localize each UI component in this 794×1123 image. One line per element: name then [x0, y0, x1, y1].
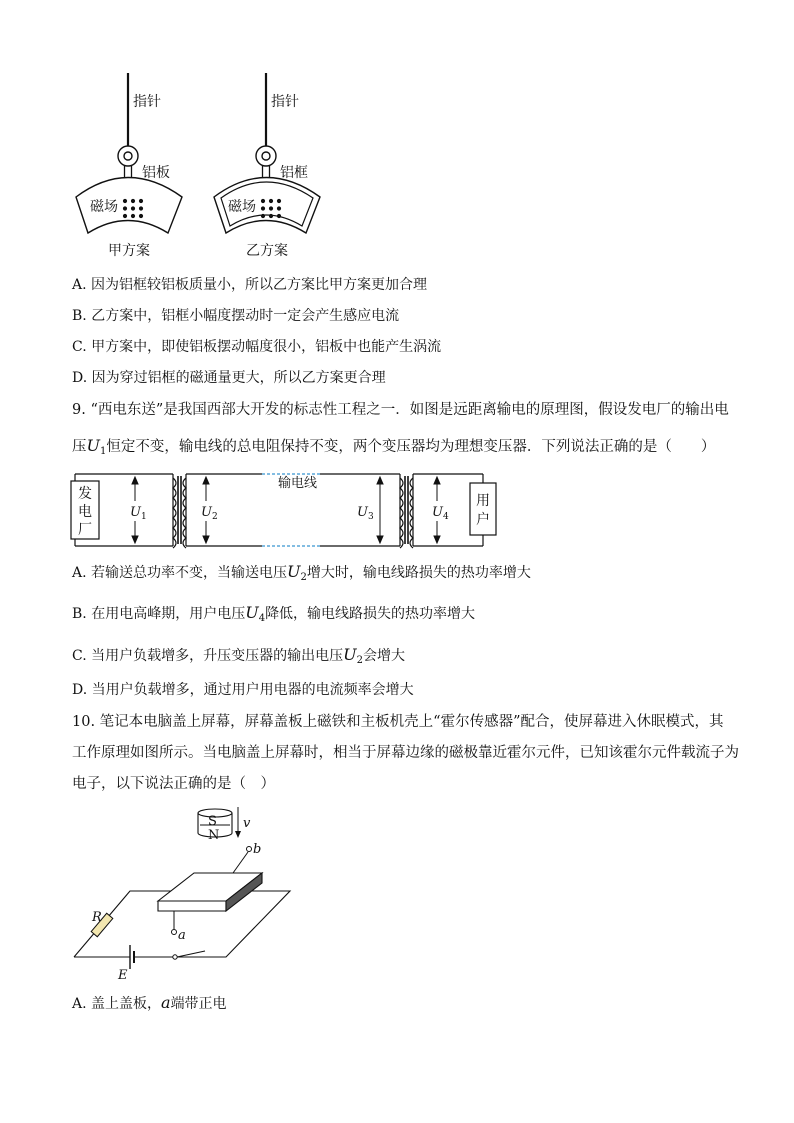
magnet-n-pole: N	[208, 828, 220, 843]
velocity-label: v	[243, 816, 251, 831]
q10-stem-line1: 10. 笔记本电脑盖上屏幕，屏幕盖板上磁铁和主板机壳上“霍尔传感器”配合，使屏幕进入休眠模式，其	[72, 714, 724, 730]
q9-option-a: A. 若输送总功率不变，当输送电压$U_2$增大时，输电线路损失的热功率增大	[72, 562, 531, 583]
terminal-b-label: b	[253, 842, 262, 857]
q10-stem-line3: 电子，以下说法正确的是（ ）	[72, 776, 275, 792]
q8-option-b: B. 乙方案中，铝框小幅度摆动时一定会产生感应电流	[72, 308, 400, 324]
velocity-arrow-icon	[235, 831, 241, 838]
user-label-1: 用	[476, 493, 490, 509]
q9-stem-line1: 9. “西电东送”是我国西部大开发的标志性工程之一．如图是远距离输电的原理图，假设发电厂的输出电	[72, 402, 729, 418]
q9-option-b: B. 在用电高峰期，用户电压$U_4$降低，输电线路损失的热功率增大	[72, 603, 476, 624]
q8-option-a: A. 因为铝框较铝板质量小，所以乙方案比甲方案更加合理	[72, 277, 428, 293]
q9-option-c: C. 当用户负载增多，升压变压器的输出电压$U_2$会增大	[72, 645, 405, 666]
transmission-line-label: 输电线	[278, 476, 318, 491]
q10-stem-line2: 工作原理如图所示。当电脑盖上屏幕时，相当于屏幕边缘的磁极靠近霍尔元件，已知该霍尔元件载流子为	[72, 745, 739, 761]
plate-label-right: 铝框	[280, 165, 308, 181]
resistor-label: R	[92, 910, 102, 925]
terminal-b	[247, 847, 252, 852]
plate-label-left: 铝板	[142, 165, 170, 181]
q10-option-a: A. 盖上盖板，a端带正电	[72, 993, 227, 1012]
q9-stem-line2: 压$U_1$恒定不变，输电线的总电阻保持不变，两个变压器均为理想变压器．下列说法正确的是（ ）	[72, 436, 716, 457]
caption-left: 甲方案	[108, 243, 150, 259]
magnetic-field-dots	[261, 199, 281, 218]
needle-label-right: 指针	[271, 94, 299, 110]
u2-label: $U_2$	[201, 505, 218, 522]
generator-label-2: 电	[78, 504, 92, 520]
needle-label-left: 指针	[133, 94, 161, 110]
magnetic-field-dots	[123, 199, 143, 218]
u4-label: $U_4$	[432, 505, 449, 522]
field-label-left: 磁场	[90, 199, 118, 215]
u3-label: $U_3$	[357, 505, 374, 522]
switch-pivot	[173, 955, 177, 959]
caption-right: 乙方案	[246, 243, 288, 259]
terminal-a-label: a	[178, 928, 186, 943]
q8-option-d: D. 因为穿过铝框的磁通量更大，所以乙方案更合理	[72, 370, 386, 386]
u1-label: $U_1$	[130, 505, 147, 522]
hall-sensor-figure	[70, 805, 300, 985]
user-label-2: 户	[476, 512, 490, 528]
power-transmission-figure	[70, 468, 530, 552]
generator-label-3: 厂	[78, 522, 92, 538]
generator-label-1: 发	[78, 486, 92, 502]
pointer-schemes-figure	[70, 70, 340, 265]
field-label-right: 磁场	[228, 199, 256, 215]
q8-option-c: C. 甲方案中，即使铝板摆动幅度很小，铝板中也能产生涡流	[72, 339, 442, 355]
magnet-s-pole: S	[208, 814, 217, 829]
terminal-a	[172, 930, 177, 935]
hall-element	[158, 873, 262, 911]
q9-option-d: D. 当用户负载增多，通过用户用电器的电流频率会增大	[72, 682, 414, 698]
battery-label: E	[118, 968, 128, 983]
